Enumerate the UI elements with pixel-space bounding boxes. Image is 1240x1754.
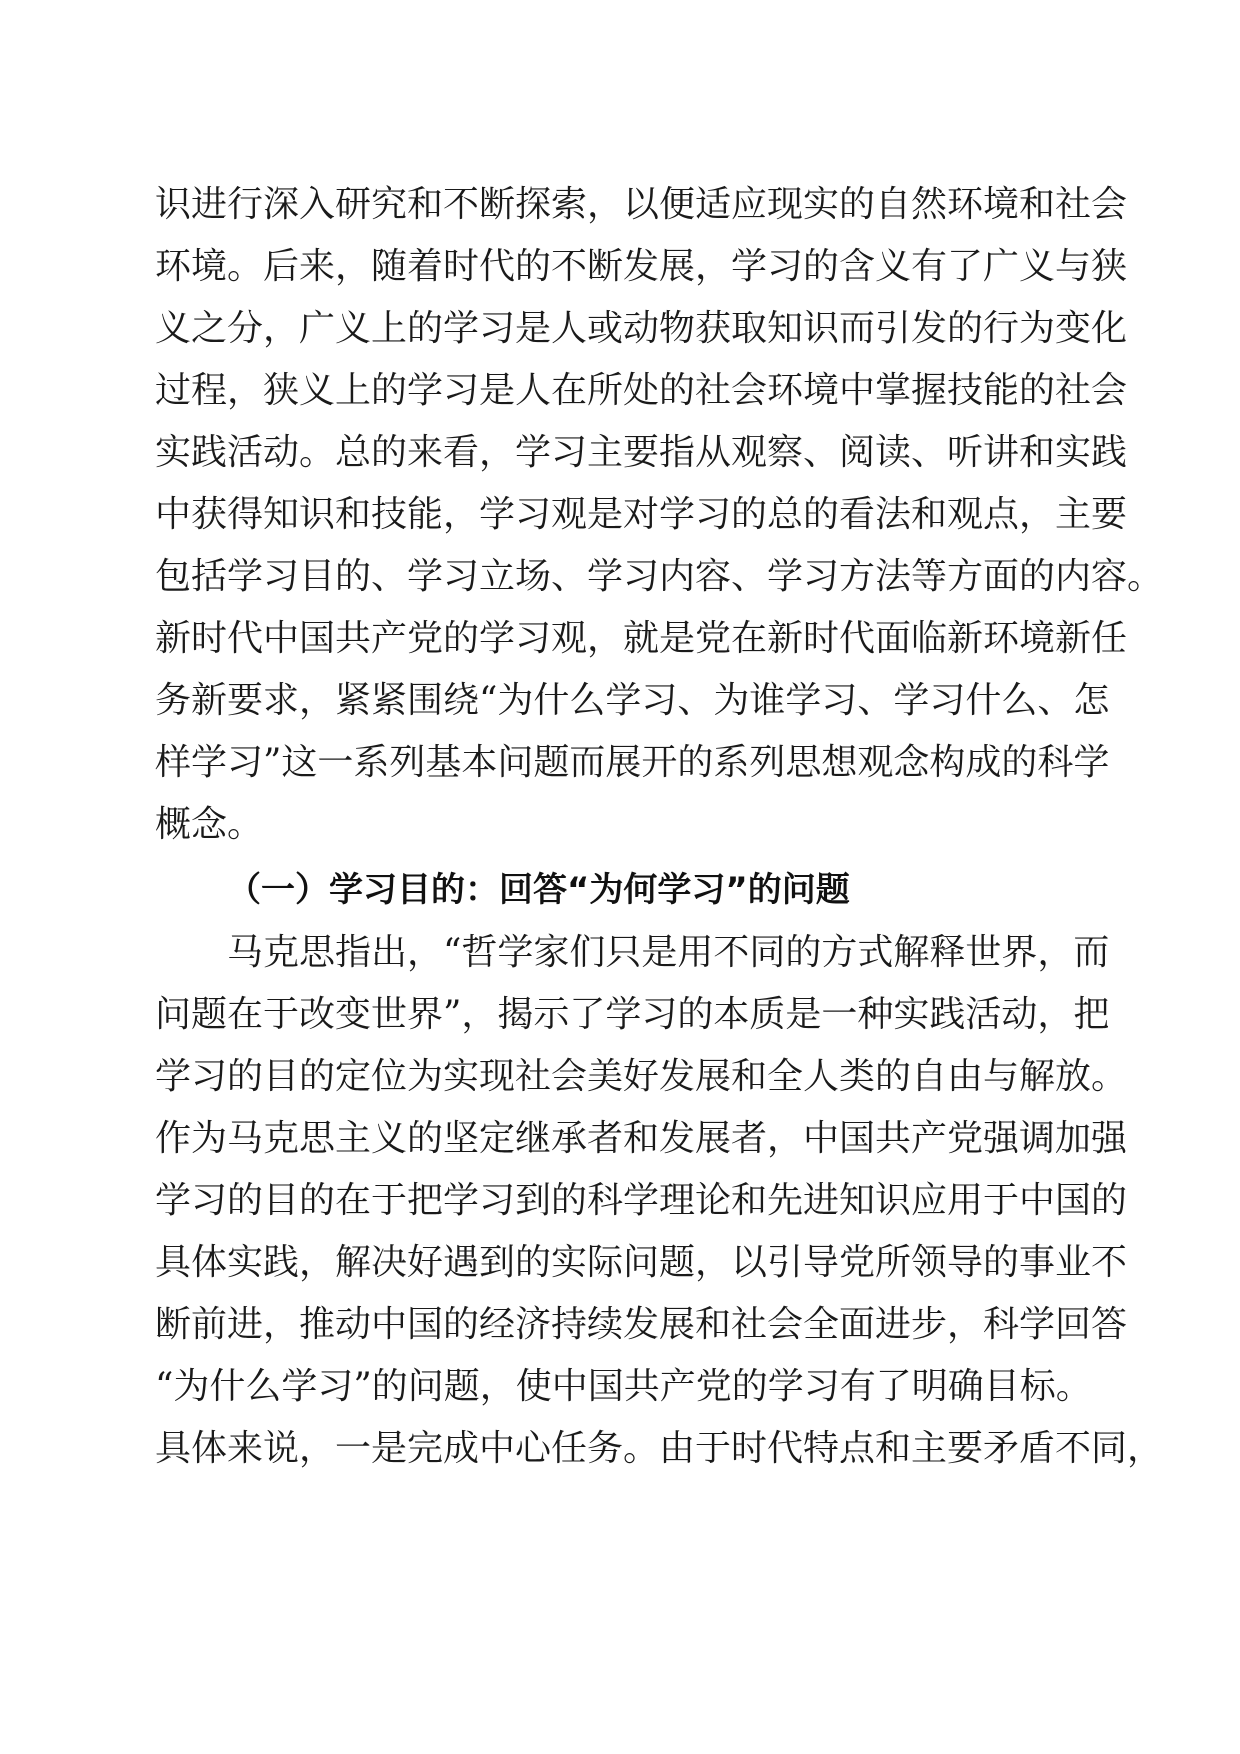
paragraph-line: 作为马克思主义的坚定继承者和发展者，中国共产党强调加强 [155,1118,1128,1159]
paragraph-line: 概念。 [155,804,264,845]
paragraph-line: 具体来说，一是完成中心任务。由于时代特点和主要矛盾不同， [155,1428,1164,1469]
paragraph-line: 断前进，推动中国的经济持续发展和社会全面进步，科学回答 [155,1304,1128,1345]
paragraph-line: 包括学习目的、学习立场、学习内容、学习方法等方面的内容。 [155,556,1164,597]
paragraph-line: 环境。后来，随着时代的不断发展，学习的含义有了广义与狭 [155,246,1128,287]
paragraph-line: 马克思指出，“哲学家们只是用不同的方式解释世界，而 [227,932,1110,973]
paragraph-line: 识进行深入研究和不断探索，以便适应现实的自然环境和社会 [155,184,1128,225]
section-heading: （一）学习目的：回答“为何学习”的问题 [227,870,850,910]
paragraph-line: 学习的目的定位为实现社会美好发展和全人类的自由与解放。 [155,1056,1128,1097]
paragraph-line: 问题在于改变世界”，揭示了学习的本质是一种实践活动，把 [155,994,1110,1035]
paragraph-line: 新时代中国共产党的学习观，就是党在新时代面临新环境新任 [155,618,1128,659]
paragraph-line: “为什么学习”的问题，使中国共产党的学习有了明确目标。 [155,1366,1092,1407]
paragraph-line: 务新要求，紧紧围绕“为什么学习、为谁学习、学习什么、怎 [155,680,1110,721]
paragraph-line: 具体实践，解决好遇到的实际问题，以引导党所领导的事业不 [155,1242,1128,1283]
paragraph-line: 学习的目的在于把学习到的科学理论和先进知识应用于中国的 [155,1180,1128,1221]
paragraph-line: 实践活动。总的来看，学习主要指从观察、阅读、听讲和实践 [155,432,1128,473]
paragraph-line: 过程，狭义上的学习是人在所处的社会环境中掌握技能的社会 [155,370,1128,411]
paragraph-line: 样学习”这一系列基本问题而展开的系列思想观念构成的科学 [155,742,1110,783]
paragraph-line: 中获得知识和技能，学习观是对学习的总的看法和观点，主要 [155,494,1128,535]
paragraph-line: 义之分，广义上的学习是人或动物获取知识而引发的行为变化 [155,308,1128,349]
